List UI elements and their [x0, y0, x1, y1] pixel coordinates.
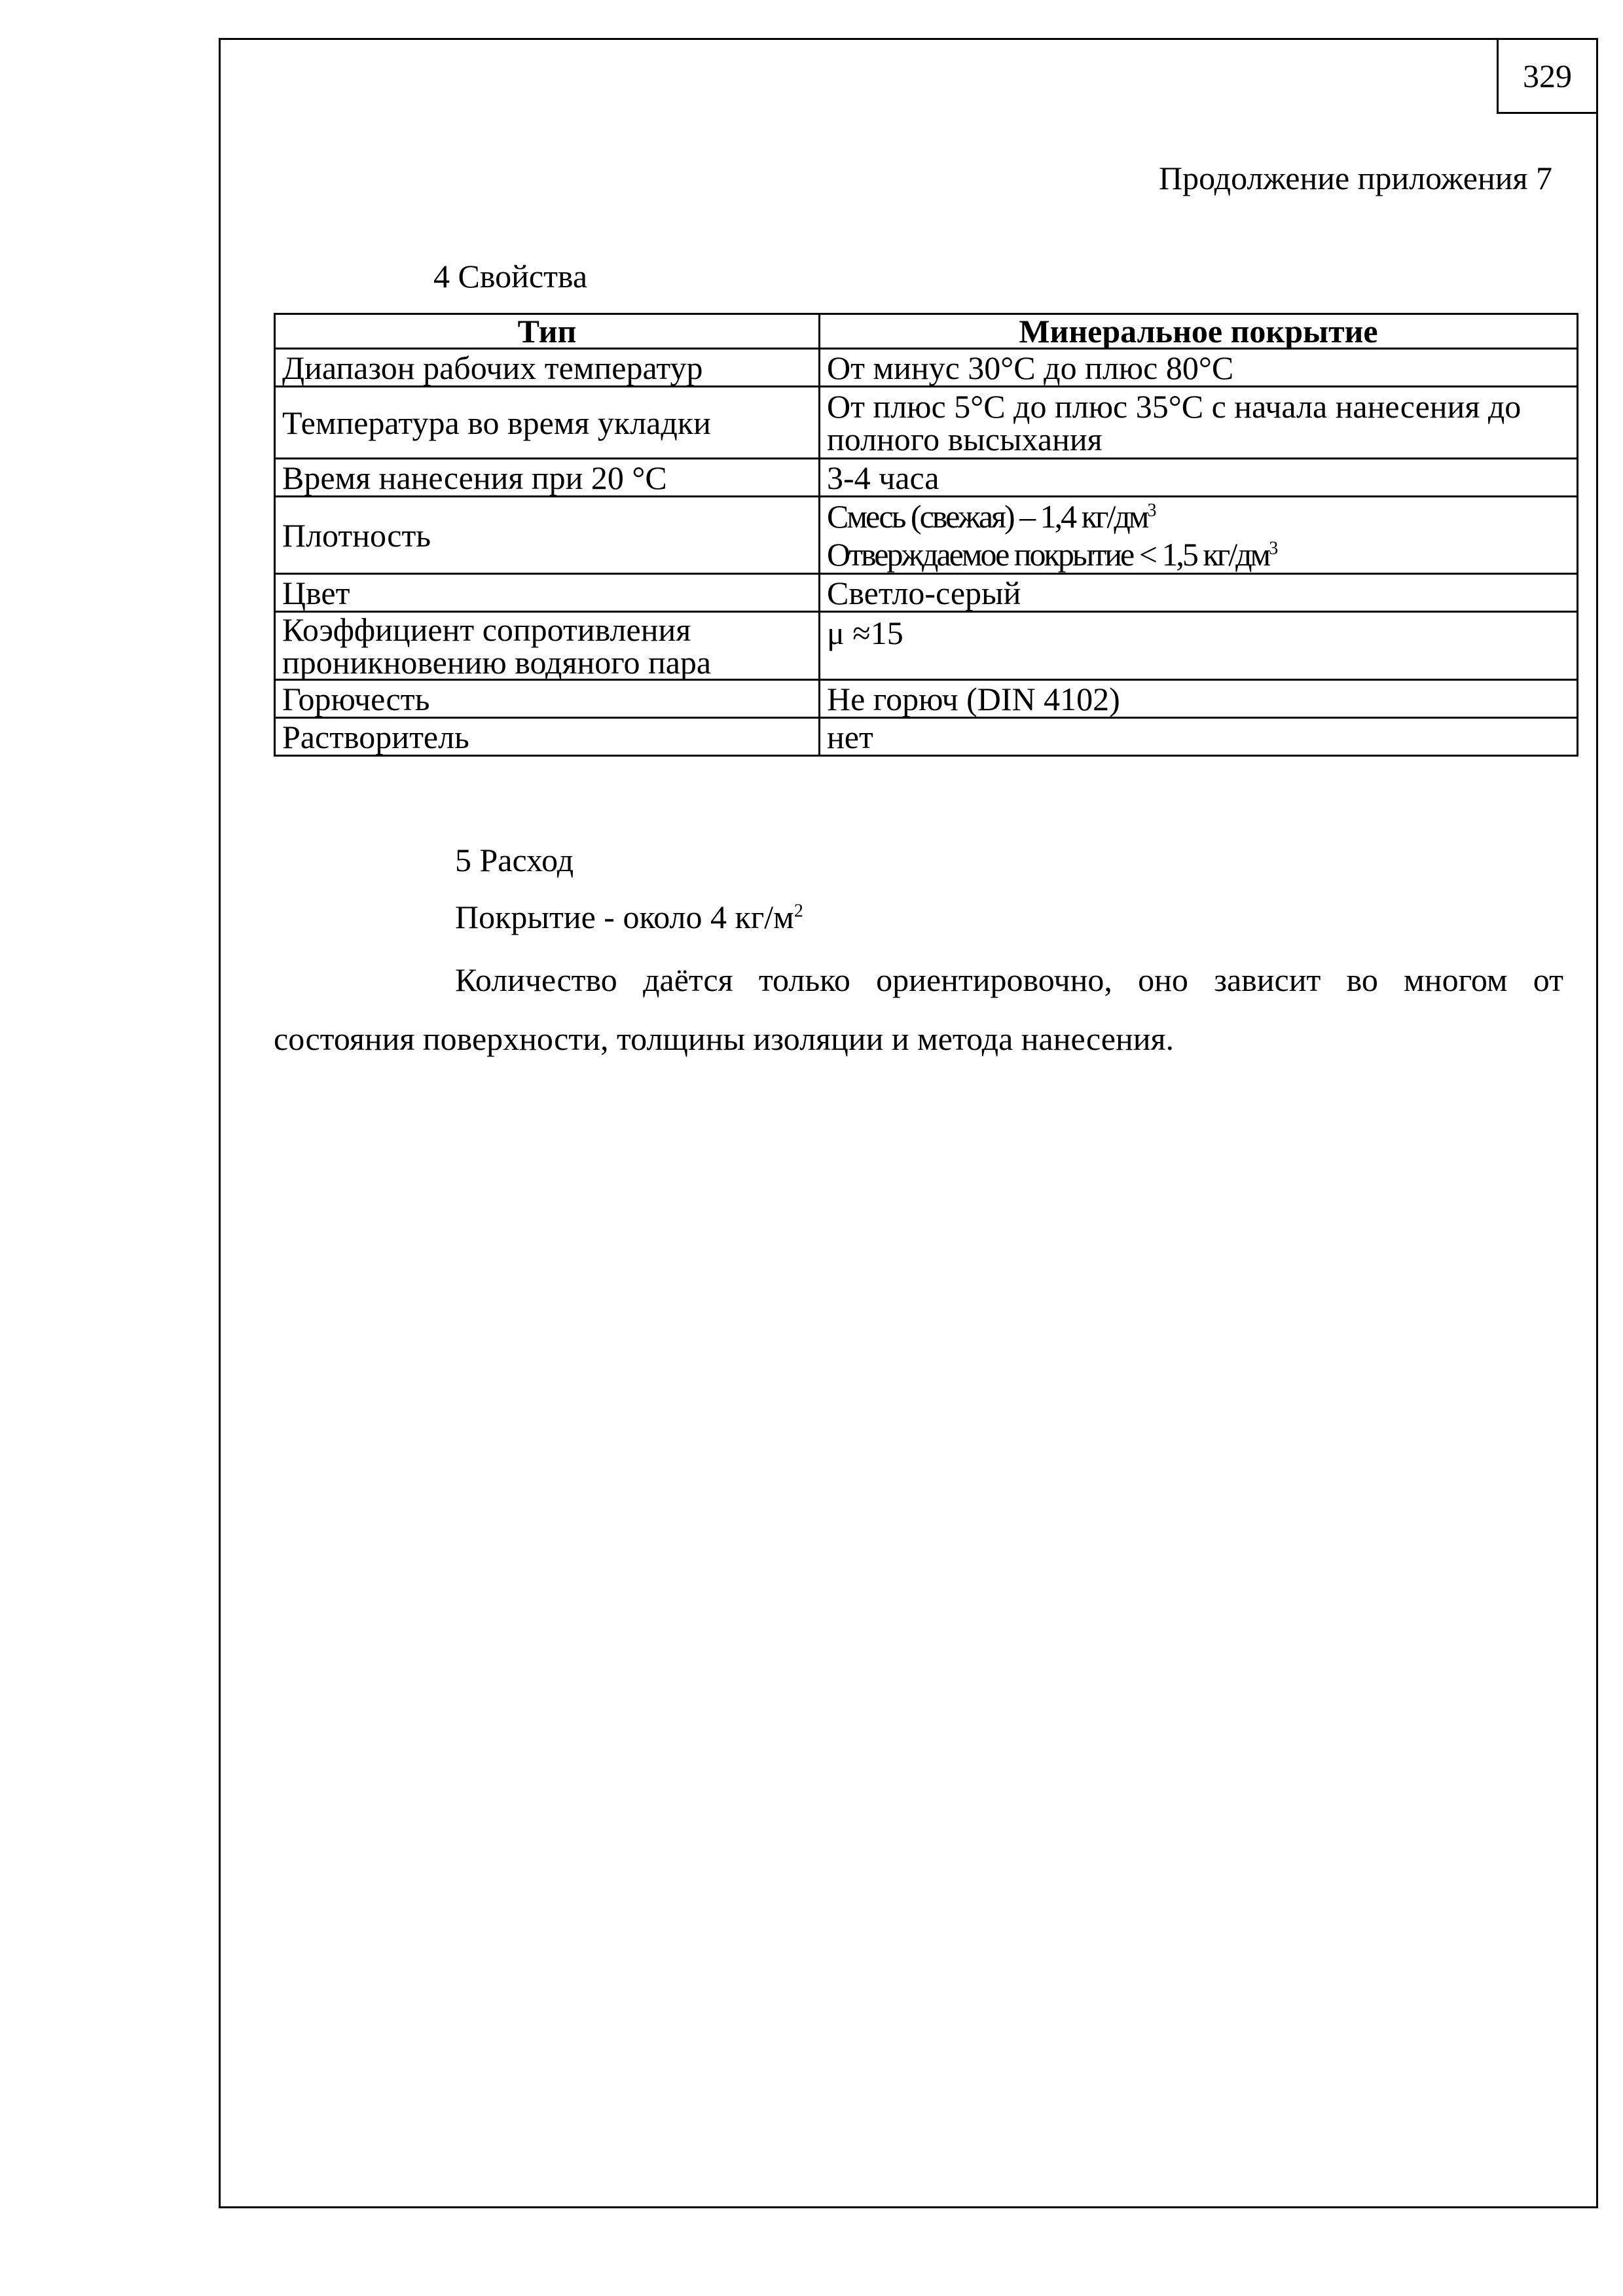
row-name: [275, 612, 820, 680]
row-value: Светло-серый: [820, 574, 1578, 612]
coating-sup: 2: [793, 901, 803, 922]
table-row: [275, 574, 1578, 612]
row-value: 3-4 часа: [820, 459, 1578, 497]
table-row: [275, 459, 1578, 497]
table-row: [275, 497, 1578, 574]
table-header-row: [275, 314, 1578, 349]
density-fresh: Смесь (свежая) – 1,4 кг/дм: [827, 497, 1148, 535]
row-name-line2: проникновению водяного пара: [282, 643, 712, 681]
table-row: [275, 387, 1578, 459]
row-value: нет: [820, 718, 1578, 756]
density-cured-sup: 3: [1269, 537, 1277, 558]
row-name: Время нанесения при 20 °С: [275, 459, 820, 497]
row-name: Цвет: [275, 574, 820, 612]
continuation-heading: Продолжение приложения 7: [1158, 160, 1552, 196]
header-type: Тип: [275, 314, 820, 349]
row-value: Не горюч (DIN 4102): [820, 680, 1578, 718]
section-4-title: 4 Свойства: [433, 258, 588, 295]
row-value: μ ≈15: [820, 612, 1578, 680]
row-value: [820, 497, 1578, 574]
row-value: От плюс 5°С до плюс 35°С с начала нанесения до полного высыхания: [820, 387, 1578, 459]
table-row: [275, 612, 1578, 680]
coating-consumption: [455, 898, 803, 936]
row-name: Растворитель: [275, 718, 820, 756]
table-row: [275, 718, 1578, 756]
row-name: Горючесть: [275, 680, 820, 718]
row-name: Диапазон рабочих температур: [275, 349, 820, 387]
consumption-note: Количество даётся только ориентировочно, оно зависит во многом от состояния поверхности, толщины изоляции и метода нанесения.: [274, 961, 1563, 1057]
properties-table: [274, 313, 1578, 757]
table-row: [275, 680, 1578, 718]
header-mineral-coating: Минеральное покрытие: [820, 314, 1578, 349]
table-row: [275, 349, 1578, 387]
page-number: 329: [1497, 38, 1598, 114]
density-cured: Отверждаемое покрытие < 1,5 кг/дм: [827, 535, 1269, 573]
row-value: От минус 30°С до плюс 80°С: [820, 349, 1578, 387]
coating-text: Покрытие - около 4 кг/м: [455, 899, 794, 935]
section-5-title: 5 Расход: [455, 842, 574, 878]
row-name: Температура во время укладки: [275, 387, 820, 459]
row-name-line1: Коэффициент сопротивления: [282, 611, 691, 648]
density-fresh-sup: 3: [1147, 499, 1155, 520]
row-name: Плотность: [275, 497, 820, 574]
